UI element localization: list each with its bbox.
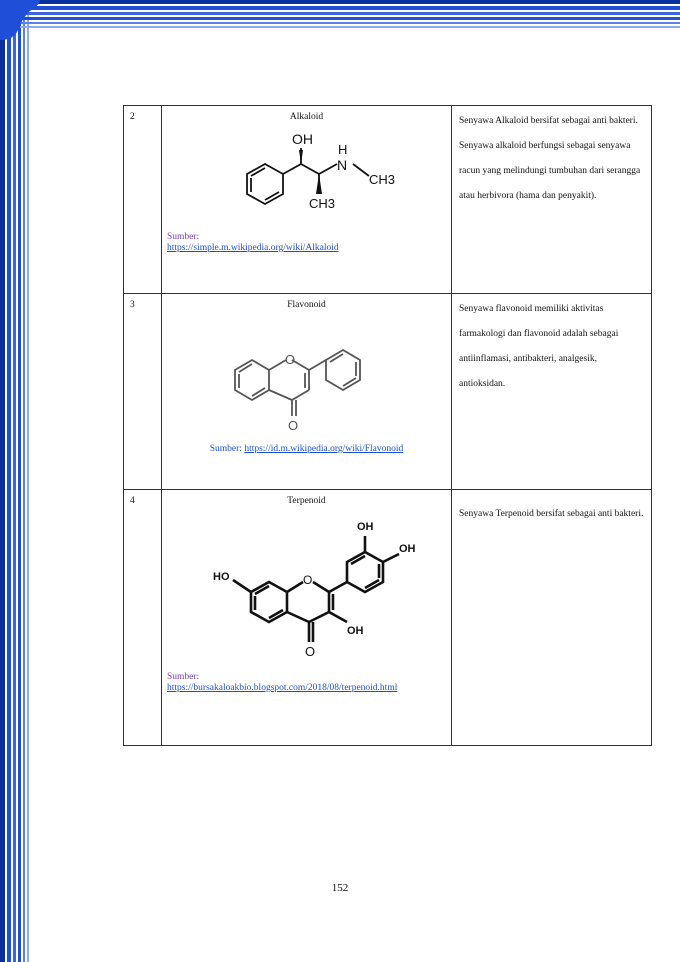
left-border-stripes <box>0 0 34 962</box>
o-ring-label: O <box>302 573 312 587</box>
compound-name: Flavonoid <box>287 300 326 310</box>
ch3-bottom-label: CH3 <box>308 196 335 211</box>
source-block <box>162 232 451 254</box>
oh-top-label: OH <box>356 521 373 533</box>
oh-bottom-label: OH <box>346 625 363 637</box>
source-block <box>162 444 451 455</box>
structure-cell <box>162 106 452 294</box>
source-link[interactable]: https://id.m.wikipedia.org/wiki/Flavonoid <box>244 444 404 454</box>
n-label: N <box>336 157 347 173</box>
source-label: Sumber: <box>209 444 242 454</box>
oh-right-label: OH <box>398 543 415 555</box>
h-label: H <box>337 142 347 157</box>
table-row <box>124 106 652 294</box>
row-number: 4 <box>124 490 162 746</box>
o-ring-label: O <box>284 352 295 367</box>
flavonoid-structure <box>207 312 407 440</box>
row-number: 3 <box>124 294 162 490</box>
row-number: 2 <box>124 106 162 294</box>
structure-cell <box>162 490 452 746</box>
page-number: 152 <box>331 882 349 894</box>
top-border-stripes <box>0 0 680 40</box>
description-cell: Senyawa Terpenoid bersifat sebagai anti bakteri. <box>452 490 652 746</box>
description-cell: Senyawa Alkaloid bersifat sebagai anti bakteri. Senyawa alkaloid berfungsi sebagai senyawa racun yang melindungi tumbuhan dari serangga atau herbivora (hama dan penyakit). <box>452 106 652 294</box>
table-row <box>124 294 652 490</box>
compound-table <box>123 105 652 746</box>
source-link[interactable]: https://bursakaloakbio.blogspot.com/2018/08/terpenoid.html <box>167 683 398 693</box>
alkaloid-structure <box>207 124 407 234</box>
source-block <box>162 672 451 694</box>
ch3-right-label: CH3 <box>368 172 395 187</box>
ho-left-label: HO <box>212 571 229 583</box>
source-link[interactable]: https://simple.m.wikipedia.org/wiki/Alkaloid <box>167 243 339 253</box>
compound-name: Alkaloid <box>289 112 324 122</box>
corner-ornament <box>0 0 40 40</box>
structure-cell <box>162 294 452 490</box>
oh-label: OH <box>291 131 313 147</box>
description-cell: Senyawa flavonoid memiliki aktivitas farmakologi dan flavonoid adalah sebagai antiinflamasi, antibakteri, analgesik, antioksidan. <box>452 294 652 490</box>
terpenoid-structure <box>187 508 427 668</box>
table-row <box>124 490 652 746</box>
source-label: Sumber: <box>167 672 200 682</box>
o-ketone-label: O <box>287 418 298 433</box>
o-ketone-label: O <box>304 644 315 659</box>
compound-name: Terpenoid <box>287 496 326 506</box>
source-label: Sumber: <box>167 232 200 242</box>
